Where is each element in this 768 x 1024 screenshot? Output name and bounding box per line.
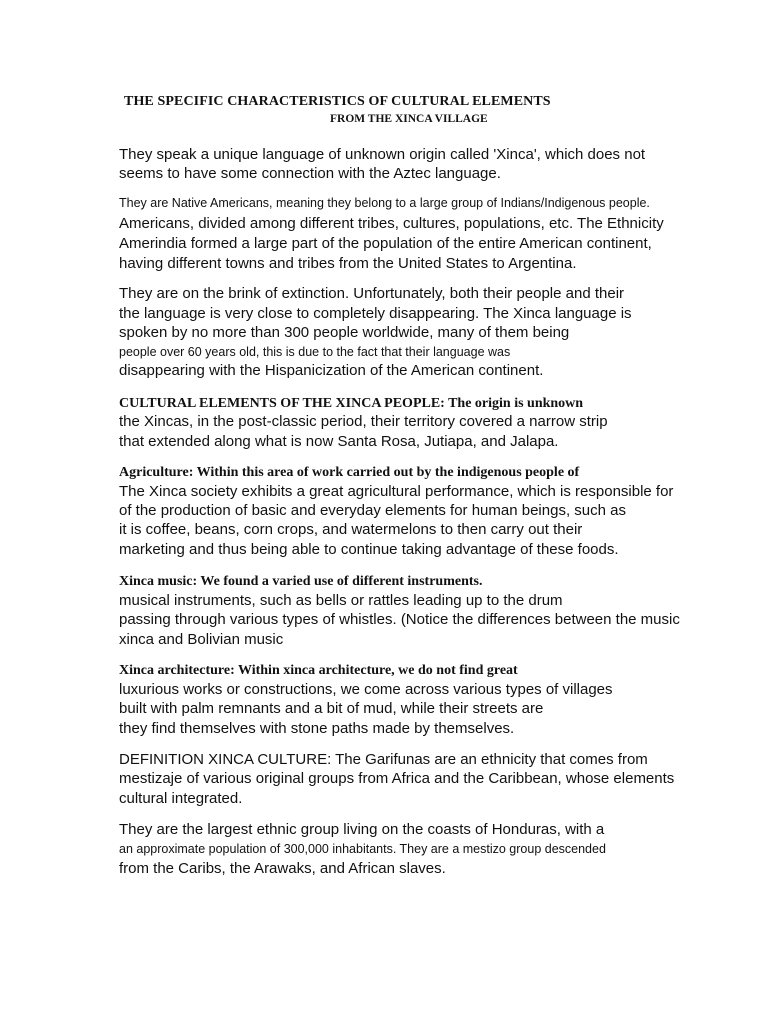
text-line: marketing and thus being able to continue taking advantage of these foods. xyxy=(119,541,619,558)
text-line: musical instruments, such as bells or rattles leading up to the drum xyxy=(119,592,563,609)
document-title: THE SPECIFIC CHARACTERISTICS OF CULTURAL ELEMENTS xyxy=(124,94,551,109)
text-line: cultural integrated. xyxy=(119,790,243,807)
section-heading-line: CULTURAL ELEMENTS OF THE XINCA PEOPLE: The origin is unknown xyxy=(119,396,584,411)
text-line: They are Native Americans, meaning they belong to a large group of Indians/Indigenous people. xyxy=(119,196,650,210)
text-line: They are on the brink of extinction. Unfortunately, both their people and their xyxy=(119,285,625,302)
text-line: spoken by no more than 300 people worldwide, many of them being xyxy=(119,324,570,341)
text-line: having different towns and tribes from the United States to Argentina. xyxy=(119,255,577,272)
text-line: xinca and Bolivian music xyxy=(119,631,284,648)
section-heading-line: Xinca architecture: Within xinca architecture, we do not find great xyxy=(119,663,518,678)
text-line: Amerindia formed a large part of the population of the entire American continent, xyxy=(119,235,652,252)
text-line: built with palm remnants and a bit of mud, while their streets are xyxy=(119,700,544,717)
text-line: of the production of basic and everyday elements for human beings, such as xyxy=(119,502,626,519)
text-line: passing through various types of whistles. (Notice the differences between the music xyxy=(119,611,680,628)
text-line: luxurious works or constructions, we come across various types of villages xyxy=(119,681,613,698)
text-line: an approximate population of 300,000 inhabitants. They are a mestizo group descended xyxy=(119,842,606,856)
text-line: DEFINITION XINCA CULTURE: The Garifunas are an ethnicity that comes from xyxy=(119,751,648,768)
text-line: They speak a unique language of unknown origin called 'Xinca', which does not xyxy=(119,146,646,163)
text-line: Americans, divided among different tribes, cultures, populations, etc. The Ethnicity xyxy=(119,215,664,232)
text-line: they find themselves with stone paths made by themselves. xyxy=(119,720,515,737)
text-line: it is coffee, beans, corn crops, and watermelons to then carry out their xyxy=(119,521,583,538)
text-line: the language is very close to completely disappearing. The Xinca language is xyxy=(119,305,632,322)
text-line: The Xinca society exhibits a great agricultural performance, which is responsible for xyxy=(119,483,674,500)
section-heading-line: Xinca music: We found a varied use of different instruments. xyxy=(119,574,483,589)
text-line: from the Caribs, the Arawaks, and African slaves. xyxy=(119,860,446,877)
text-line: the Xincas, in the post-classic period, their territory covered a narrow strip xyxy=(119,413,608,430)
text-line: They are the largest ethnic group living on the coasts of Honduras, with a xyxy=(119,821,605,838)
text-line: that extended along what is now Santa Rosa, Jutiapa, and Jalapa. xyxy=(119,433,559,450)
section-heading-line: Agriculture: Within this area of work carried out by the indigenous people of xyxy=(119,465,580,480)
document-subtitle: FROM THE XINCA VILLAGE xyxy=(330,113,488,125)
text-line: mestizaje of various original groups from Africa and the Caribbean, whose elements xyxy=(119,770,675,787)
text-line: people over 60 years old, this is due to the fact that their language was xyxy=(119,345,511,359)
text-line: disappearing with the Hispanicization of the American continent. xyxy=(119,362,544,379)
text-line: seems to have some connection with the Aztec language. xyxy=(119,165,501,182)
